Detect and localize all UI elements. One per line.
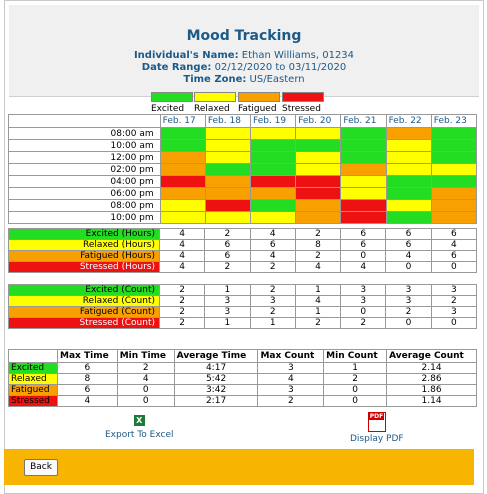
summary-value: 0 <box>431 262 476 273</box>
summary-value: 4 <box>295 296 340 307</box>
legend-fatigued-label: Fatigued <box>238 104 277 114</box>
summary-value: 4 <box>160 229 205 240</box>
mood-cell <box>431 164 476 176</box>
summary-value: 2 <box>250 307 295 318</box>
summary-label: Stressed (Count) <box>9 318 160 329</box>
mood-cell <box>296 164 341 176</box>
mood-cell <box>251 212 296 224</box>
summary-value: 8 <box>295 240 340 251</box>
mood-cell <box>296 212 341 224</box>
summary-value: 3 <box>431 307 476 318</box>
summary-value: 2 <box>160 296 205 307</box>
time-label: 02:00 pm <box>9 164 161 176</box>
mood-cell <box>205 128 250 140</box>
mood-cell <box>251 188 296 200</box>
summary-row <box>9 240 477 251</box>
grid-row <box>9 176 477 188</box>
mood-cell <box>251 128 296 140</box>
summary-value: 2 <box>386 307 431 318</box>
mood-grid <box>8 114 477 224</box>
stats-row-label: Stressed <box>9 396 58 407</box>
stats-value: 8 <box>58 374 118 385</box>
summary-value: 3 <box>386 296 431 307</box>
grid-row <box>9 152 477 164</box>
summary-label: Relaxed (Hours) <box>9 240 160 251</box>
stats-row-label: Fatigued <box>9 385 58 396</box>
time-label: 08:00 am <box>9 128 161 140</box>
individual-line <box>9 50 479 62</box>
legend-relaxed <box>194 92 236 114</box>
mood-cell <box>296 152 341 164</box>
stats-value: 1.14 <box>387 396 477 407</box>
mood-cell <box>341 176 386 188</box>
stats-row <box>9 396 477 407</box>
mood-cell <box>386 176 431 188</box>
mood-cell <box>386 152 431 164</box>
date-header: Feb. 22 <box>386 115 431 128</box>
summary-row <box>9 296 477 307</box>
display-pdf-link[interactable] <box>350 412 404 444</box>
mood-cell <box>341 164 386 176</box>
summary-value: 6 <box>431 229 476 240</box>
summary-value: 3 <box>341 296 386 307</box>
stats-corner <box>9 350 58 363</box>
stats-value: 3 <box>258 385 324 396</box>
summary-value: 4 <box>386 251 431 262</box>
summary-label: Fatigued (Count) <box>9 307 160 318</box>
legend-relaxed-swatch <box>194 92 236 102</box>
summary-value: 2 <box>205 229 250 240</box>
mood-cell <box>341 212 386 224</box>
stats-row <box>9 385 477 396</box>
page-title: Mood Tracking <box>186 28 302 44</box>
counts-table <box>8 284 477 329</box>
legend-fatigued-swatch <box>238 92 280 102</box>
summary-value: 4 <box>250 229 295 240</box>
grid-row <box>9 212 477 224</box>
summary-value: 6 <box>205 240 250 251</box>
mood-cell <box>386 200 431 212</box>
summary-value: 3 <box>205 307 250 318</box>
mood-cell <box>341 140 386 152</box>
grid-row <box>9 164 477 176</box>
mood-cell <box>431 188 476 200</box>
mood-cell <box>160 128 205 140</box>
time-label: 04:00 pm <box>9 176 161 188</box>
summary-value: 0 <box>341 251 386 262</box>
mood-cell <box>386 140 431 152</box>
summary-value: 6 <box>341 240 386 251</box>
date-header: Feb. 19 <box>251 115 296 128</box>
summary-value: 3 <box>205 296 250 307</box>
tz-line <box>9 74 479 86</box>
summary-value: 6 <box>386 229 431 240</box>
mood-cell <box>251 176 296 188</box>
summary-row <box>9 251 477 262</box>
excel-icon: X <box>134 415 145 426</box>
mood-cell <box>341 188 386 200</box>
summary-value: 4 <box>160 262 205 273</box>
mood-cell <box>296 188 341 200</box>
stats-value: 2:17 <box>174 396 258 407</box>
grid-header-row <box>9 115 477 128</box>
summary-value: 2 <box>160 285 205 296</box>
stats-value: 1.86 <box>387 385 477 396</box>
summary-value: 4 <box>250 251 295 262</box>
time-label: 08:00 pm <box>9 200 161 212</box>
summary-value: 1 <box>205 318 250 329</box>
stats-header: Max Count <box>258 350 324 363</box>
mood-cell <box>431 140 476 152</box>
summary-row <box>9 229 477 240</box>
grid-row <box>9 140 477 152</box>
grid-row <box>9 200 477 212</box>
mood-cell <box>386 188 431 200</box>
summary-value: 2 <box>160 318 205 329</box>
tz-value: US/Eastern <box>249 74 305 85</box>
mood-cell <box>386 164 431 176</box>
grid-corner <box>9 115 161 128</box>
mood-cell <box>296 128 341 140</box>
summary-value: 6 <box>431 251 476 262</box>
pdf-icon: PDF <box>368 412 386 432</box>
stats-header-row <box>9 350 477 363</box>
legend-excited-label: Excited <box>151 104 185 114</box>
mood-cell <box>296 176 341 188</box>
legend-fatigued <box>238 92 280 114</box>
grid-row <box>9 188 477 200</box>
stats-value: 0 <box>324 385 387 396</box>
mood-cell <box>251 200 296 212</box>
summary-value: 2 <box>295 229 340 240</box>
mood-cell <box>160 140 205 152</box>
summary-value: 4 <box>431 240 476 251</box>
stats-value: 0 <box>324 396 387 407</box>
stats-value: 3 <box>258 363 324 374</box>
summary-value: 2 <box>295 318 340 329</box>
summary-value: 2 <box>205 262 250 273</box>
summary-row <box>9 307 477 318</box>
summary-value: 4 <box>341 262 386 273</box>
summary-value: 4 <box>295 262 340 273</box>
stats-value: 0 <box>117 385 174 396</box>
summary-label: Excited (Hours) <box>9 229 160 240</box>
legend-excited <box>151 92 193 114</box>
summary-value: 0 <box>386 262 431 273</box>
summary-value: 3 <box>431 285 476 296</box>
summary-label: Fatigued (Hours) <box>9 251 160 262</box>
mood-cell <box>386 128 431 140</box>
stats-value: 2 <box>258 396 324 407</box>
range-label: Date Range: <box>141 62 212 73</box>
range-value: 02/12/2020 to 03/11/2020 <box>214 62 347 73</box>
individual-value: Ethan Williams, 01234 <box>241 50 355 61</box>
summary-value: 3 <box>341 285 386 296</box>
mood-cell <box>341 152 386 164</box>
display-pdf-label: Display PDF <box>350 434 404 444</box>
legend-stressed-label: Stressed <box>282 104 321 114</box>
summary-label: Stressed (Hours) <box>9 262 160 273</box>
mood-cell <box>431 200 476 212</box>
summary-row <box>9 262 477 273</box>
mood-cell <box>205 212 250 224</box>
mood-cell <box>431 152 476 164</box>
summary-value: 2 <box>295 251 340 262</box>
time-label: 12:00 pm <box>9 152 161 164</box>
legend-stressed-swatch <box>282 92 324 102</box>
summary-value: 2 <box>160 307 205 318</box>
summary-value: 6 <box>205 251 250 262</box>
counts-body <box>9 285 477 329</box>
export-excel-link[interactable] <box>105 415 174 440</box>
hours-body <box>9 229 477 273</box>
summary-value: 3 <box>386 285 431 296</box>
legend-excited-swatch <box>151 92 193 102</box>
summary-value: 6 <box>341 229 386 240</box>
legend-stressed <box>282 92 324 114</box>
time-label: 06:00 pm <box>9 188 161 200</box>
individual-label: Individual's Name: <box>133 50 239 61</box>
summary-value: 2 <box>341 318 386 329</box>
summary-value: 0 <box>386 318 431 329</box>
summary-value: 1 <box>295 285 340 296</box>
stats-header: Min Count <box>324 350 387 363</box>
stats-value: 2.14 <box>387 363 477 374</box>
mood-cell <box>160 176 205 188</box>
mood-cell <box>160 200 205 212</box>
stats-header: Min Time <box>117 350 174 363</box>
stats-value: 4 <box>117 374 174 385</box>
summary-value: 1 <box>250 318 295 329</box>
summary-value: 2 <box>250 285 295 296</box>
mood-cell <box>341 200 386 212</box>
mood-cell <box>205 140 250 152</box>
stats-value: 4 <box>258 374 324 385</box>
summary-row <box>9 285 477 296</box>
summary-value: 2 <box>250 262 295 273</box>
summary-row <box>9 318 477 329</box>
summary-label: Relaxed (Count) <box>9 296 160 307</box>
stats-header: Max Time <box>58 350 118 363</box>
stats-row <box>9 363 477 374</box>
stats-row-label: Relaxed <box>9 374 58 385</box>
stats-row-label: Excited <box>9 363 58 374</box>
mood-cell <box>341 128 386 140</box>
mood-cell <box>160 152 205 164</box>
stats-header: Average Count <box>387 350 477 363</box>
summary-value: 6 <box>250 240 295 251</box>
stats-value: 2.86 <box>387 374 477 385</box>
tz-label: Time Zone: <box>183 74 247 85</box>
range-line <box>9 62 479 74</box>
summary-value: 4 <box>160 251 205 262</box>
mood-cell <box>205 188 250 200</box>
stats-value: 1 <box>324 363 387 374</box>
report-header <box>9 5 479 97</box>
mood-cell <box>296 140 341 152</box>
export-excel-label: Export To Excel <box>105 430 174 440</box>
stats-value: 0 <box>117 396 174 407</box>
mood-cell <box>160 212 205 224</box>
stats-row <box>9 374 477 385</box>
mood-cell <box>160 164 205 176</box>
mood-cell <box>431 212 476 224</box>
summary-value: 1 <box>205 285 250 296</box>
mood-cell <box>251 152 296 164</box>
stats-header: Average Time <box>174 350 258 363</box>
summary-value: 6 <box>386 240 431 251</box>
summary-value: 1 <box>295 307 340 318</box>
grid-row <box>9 128 477 140</box>
time-label: 10:00 am <box>9 140 161 152</box>
footer-bar <box>4 449 474 485</box>
summary-value: 0 <box>341 307 386 318</box>
stats-value: 2 <box>117 363 174 374</box>
mood-cell <box>205 200 250 212</box>
mood-cell <box>251 164 296 176</box>
date-header: Feb. 20 <box>296 115 341 128</box>
mood-cell <box>431 128 476 140</box>
date-header: Feb. 17 <box>160 115 205 128</box>
mood-cell <box>160 188 205 200</box>
hours-table <box>8 228 477 273</box>
summary-value: 3 <box>250 296 295 307</box>
stats-value: 3:42 <box>174 385 258 396</box>
date-header: Feb. 18 <box>205 115 250 128</box>
stats-value: 2 <box>324 374 387 385</box>
stats-value: 6 <box>58 363 118 374</box>
stats-value: 4 <box>58 396 118 407</box>
summary-value: 2 <box>431 296 476 307</box>
time-label: 10:00 pm <box>9 212 161 224</box>
date-header: Feb. 21 <box>341 115 386 128</box>
summary-value: 0 <box>431 318 476 329</box>
stats-table <box>8 349 477 407</box>
stats-body <box>9 363 477 407</box>
summary-value: 4 <box>160 240 205 251</box>
mood-cell <box>431 176 476 188</box>
legend-relaxed-label: Relaxed <box>194 104 230 114</box>
summary-label: Excited (Count) <box>9 285 160 296</box>
stats-value: 4:17 <box>174 363 258 374</box>
mood-cell <box>251 140 296 152</box>
mood-cell <box>386 212 431 224</box>
date-header: Feb. 23 <box>431 115 476 128</box>
grid-body <box>9 128 477 224</box>
stats-value: 6 <box>58 385 118 396</box>
mood-cell <box>296 200 341 212</box>
mood-cell <box>205 176 250 188</box>
back-button[interactable]: Back <box>24 459 58 476</box>
mood-cell <box>205 164 250 176</box>
mood-cell <box>205 152 250 164</box>
stats-value: 5:42 <box>174 374 258 385</box>
